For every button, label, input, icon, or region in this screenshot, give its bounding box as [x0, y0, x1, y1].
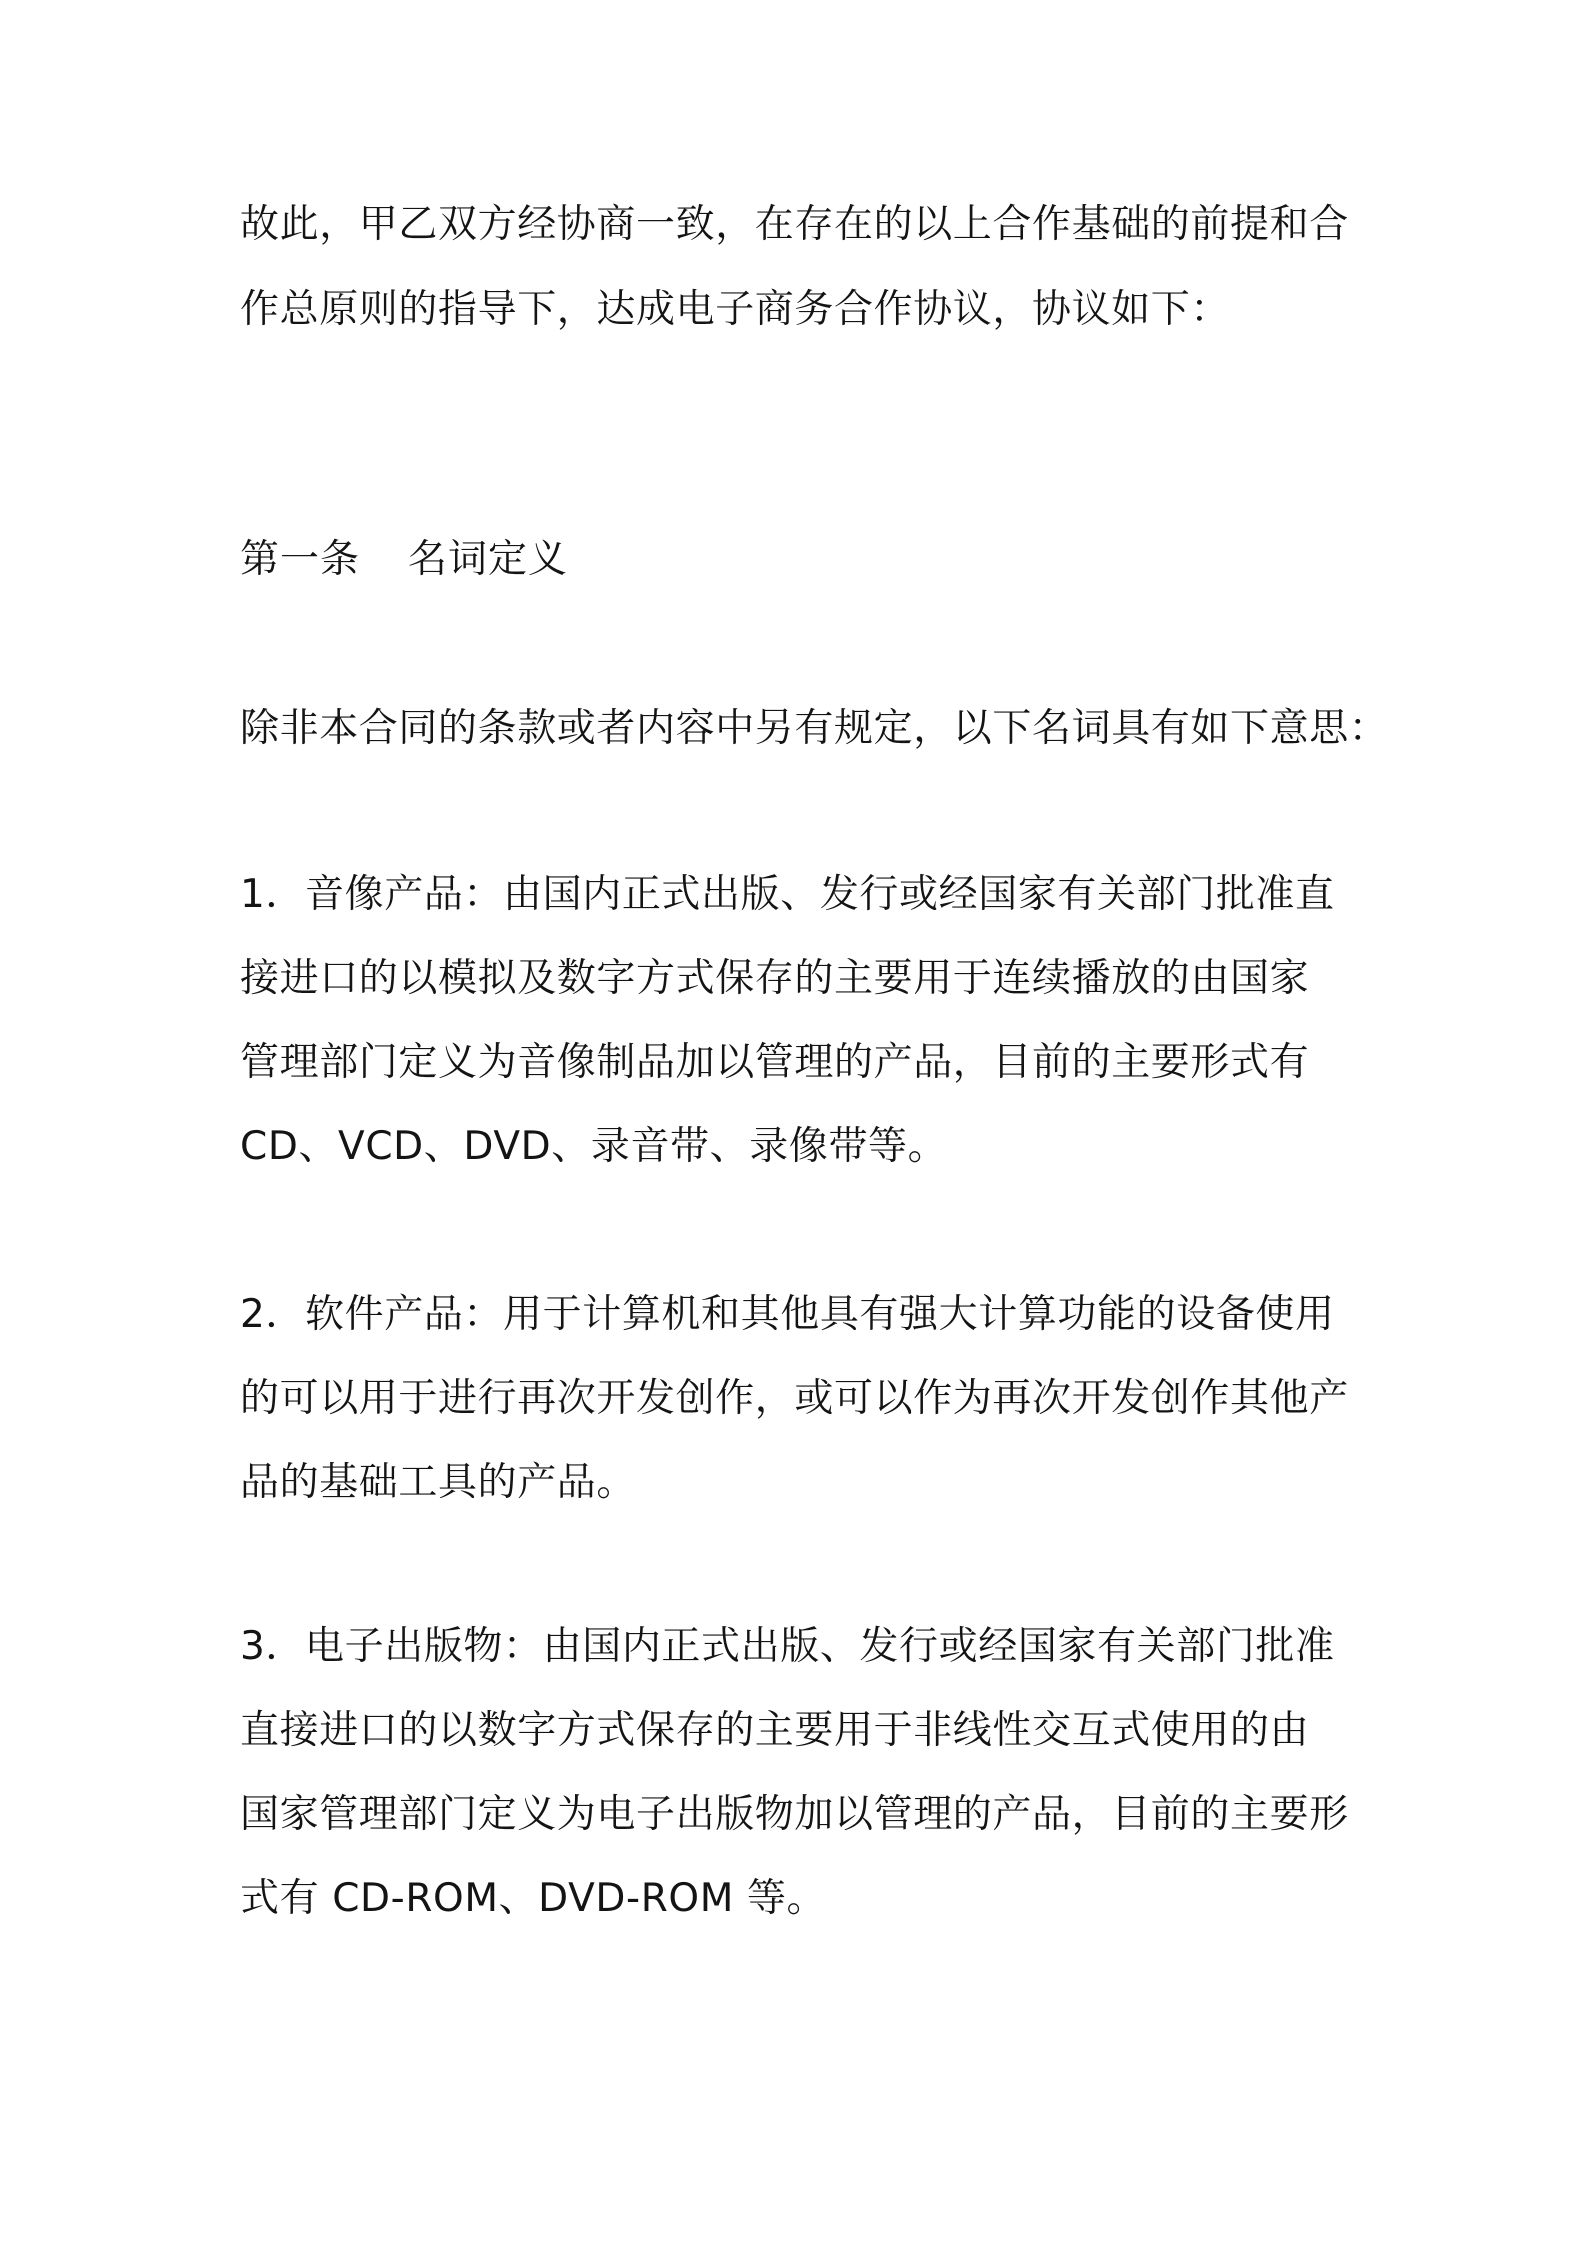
definition-3-line-2: 直接进口的以数字方式保存的主要用于非线性交互式使用的由: [240, 1708, 1310, 1753]
definition-3-line-4: 式有 CD-ROM、DVD-ROM 等。: [240, 1876, 827, 1921]
definition-2-line-3: 品的基础工具的产品。: [240, 1460, 637, 1505]
article-heading-line: [240, 535, 568, 585]
article-title: 名词定义: [408, 537, 569, 582]
definition-2-line-1: 2．软件产品：用于计算机和其他具有强大计算功能的设备使用: [240, 1292, 1335, 1337]
definition-1-line-4: CD、VCD、DVD、录音带、录像带等。: [240, 1124, 948, 1169]
definition-1-line-1: 1．音像产品：由国内正式出版、发行或经国家有关部门批准直: [240, 872, 1335, 917]
definition-3-line-1: 3．电子出版物：由国内正式出版、发行或经国家有关部门批准: [240, 1624, 1335, 1669]
lead-line: 除非本合同的条款或者内容中另有规定，以下名词具有如下意思：: [240, 706, 1389, 751]
definition-1-line-3: 管理部门定义为音像制品加以管理的产品，目前的主要形式有: [240, 1040, 1310, 1085]
definition-1-line-2: 接进口的以模拟及数字方式保存的主要用于连续播放的由国家: [240, 956, 1310, 1001]
intro-line-1: 故此，甲乙双方经协商一致，在存在的以上合作基础的前提和合: [240, 202, 1349, 247]
definition-3-line-3: 国家管理部门定义为电子出版物加以管理的产品，目前的主要形: [240, 1792, 1349, 1837]
definition-2-line-2: 的可以用于进行再次开发创作，或可以作为再次开发创作其他产: [240, 1376, 1349, 1421]
article-number: 第一条: [240, 537, 361, 582]
intro-line-2: 作总原则的指导下，达成电子商务合作协议，协议如下：: [240, 287, 1231, 332]
